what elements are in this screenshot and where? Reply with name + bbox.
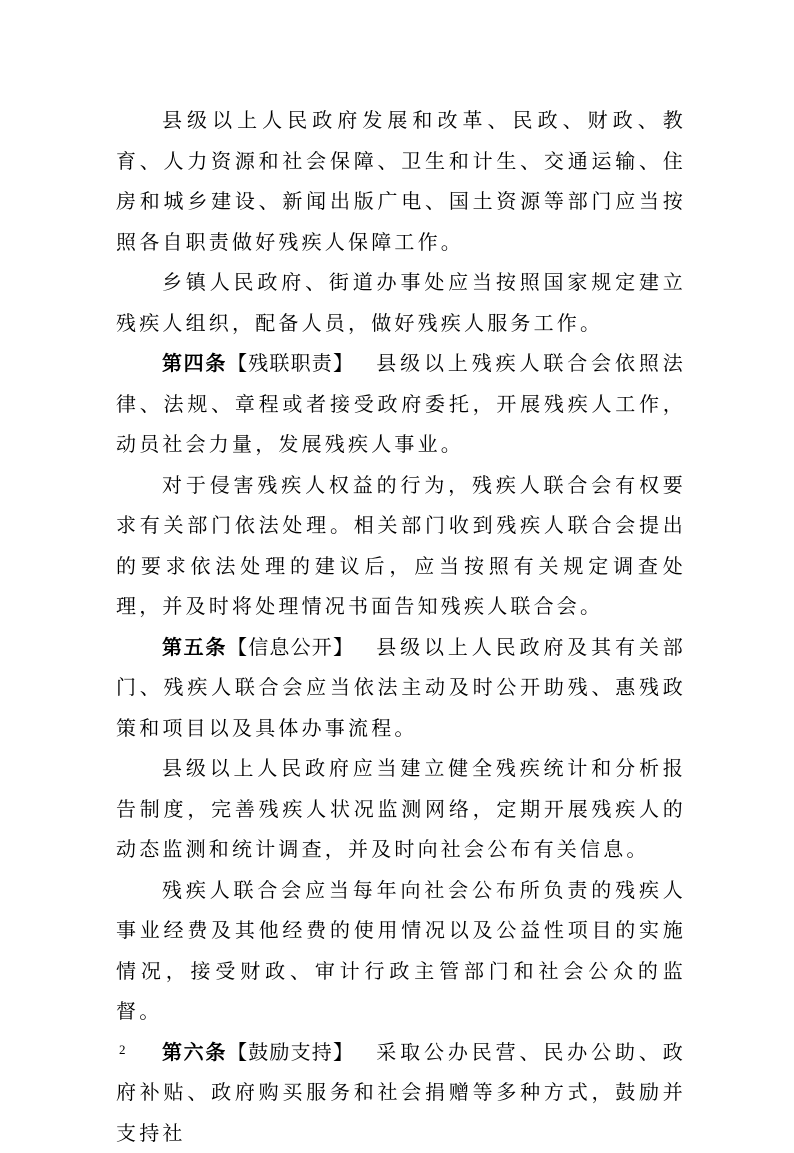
paragraph: 县级以上人民政府发展和改革、民政、财政、教育、人力资源和社会保障、卫生和计生、交通运输、住房和城乡建设、新闻出版广电、国土资源等部门应当按照各自职责做好残疾人保障工作。 (116, 100, 686, 262)
article-number: 第五条 (162, 635, 227, 659)
article-text: 县级以上人民政府及其有关部门、残疾人联合会应当依法主动及时公开助残、惠残政策和项目以及具体办事流程。 (116, 635, 686, 740)
article-text: 县级以上残疾人联合会依照法律、法规、章程或者接受政府委托，开展残疾人工作，动员社会力量，发展残疾人事业。 (116, 351, 686, 456)
article-paragraph (116, 627, 686, 749)
article-paragraph (116, 1032, 686, 1153)
article-number: 第四条 (162, 351, 227, 375)
article-number: 第六条 (162, 1040, 227, 1064)
article-title: 【残联职责】 (227, 351, 354, 375)
page-number: 2 (119, 1042, 126, 1058)
article-title: 【信息公开】 (227, 635, 354, 659)
article-text: 采取公办民营、民办公助、政府补贴、政府购买服务和社会捐赠等多种方式，鼓励并支持社 (116, 1040, 686, 1145)
article-title: 【鼓励支持】 (227, 1040, 354, 1064)
article-paragraph (116, 343, 686, 465)
paragraph: 对于侵害残疾人权益的行为，残疾人联合会有权要求有关部门依法处理。相关部门收到残疾人联合会提出的要求依法处理的建议后，应当按照有关规定调查处理，并及时将处理情况书面告知残疾人联合会。 (116, 465, 686, 627)
paragraph: 残疾人联合会应当每年向社会公布所负责的残疾人事业经费及其他经费的使用情况以及公益性项目的实施情况，接受财政、审计行政主管部门和社会公众的监督。 (116, 870, 686, 1032)
paragraph: 乡镇人民政府、街道办事处应当按照国家规定建立残疾人组织，配备人员，做好残疾人服务工作。 (116, 262, 686, 343)
paragraph: 县级以上人民政府应当建立健全残疾统计和分析报告制度，完善残疾人状况监测网络，定期开展残疾人的动态监测和统计调查，并及时向社会公布有关信息。 (116, 748, 686, 870)
document-body (116, 100, 686, 1153)
